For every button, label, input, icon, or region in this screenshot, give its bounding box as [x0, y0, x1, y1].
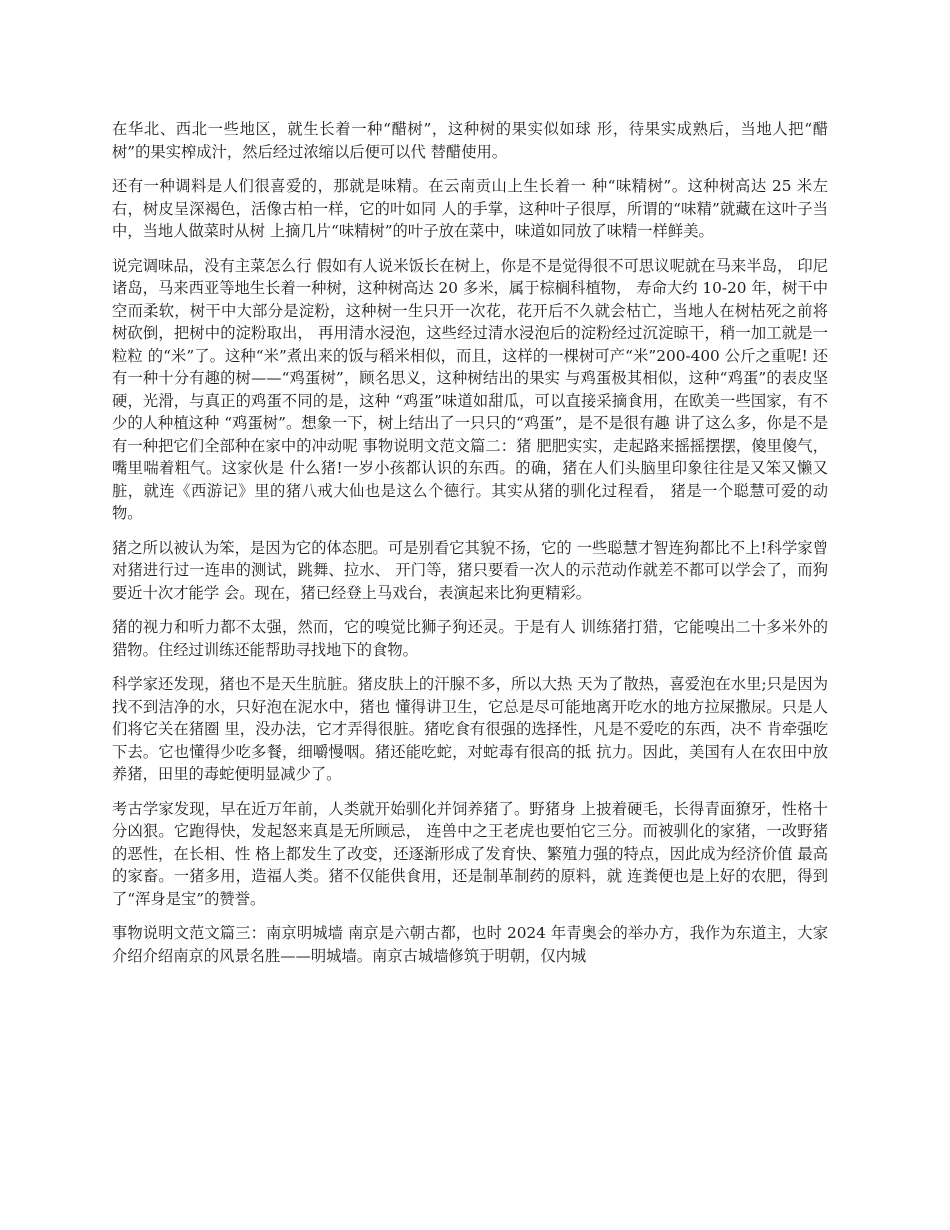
paragraph-vinegar-tree: 在华北、西北一些地区，就生长着一种“醋树”，这种树的果实似如球 形，待果实成熟后，当地人把“醋树”的果实榨成汁，然后经过浓缩以后便可以代 替醋使用。	[112, 120, 828, 161]
paragraph-pig-domestication: 考古学家发现，早在近万年前，人类就开始驯化并饲养猪了。野猪身 上披着硬毛，长得青面獠牙，性格十分凶狠。它跑得快，发起怒来真是无所顾忌， 连兽中之王老虎也要怕它三分。而被驯化的家猪，一改野猪的恶性，在长相、性 格上都发生了改变，还逐渐形成了发育快、繁殖力强的特点，因此成为经济价值 最高的家畜。一猪多用，造福人类。猪不仅能供食用，还是制革制药的原料，就 连粪便也是上好的农肥，得到了“浑身是宝”的赞誉。	[112, 799, 828, 908]
document-body	[112, 118, 828, 979]
paragraph-pig-senses: 猪的视力和听力都不太强，然而，它的嗅觉比狮子狗还灵。于是有人 训练猪打猎，它能嗅出二十多米外的猎物。住经过训练还能帮助寻找地下的食物。	[112, 618, 828, 659]
paragraph-nanjing-city-wall: 事物说明文范文篇三：南京明城墙 南京是六朝古都，也时 2024 年青奥会的举办方，我作为东道主，大家 介绍介绍南京的风景名胜——明城墙。南京古城墙修筑于明朝，仅内城	[112, 924, 828, 965]
paragraph-rice-and-egg-tree: 说完调味品，没有主菜怎么行 假如有人说米饭长在树上，你是不是觉得很不可思议呢就在马来半岛， 印尼诸岛，马来西亚等地生长着一种树，这种树高达 20 多米，属于棕榈科植物， 寿命大约 10-20 年，树干中空而柔软，树干中大部分是淀粉，这种树一生只开一次花，花开后不久就会枯亡，当地人在树枯死之前将树砍倒，把树中的淀粉取出， 再用清水浸泡，这些经过清水浸泡后的淀粉经过沉淀晾干，稍一加工就是一粒粒 的“米”了。这种“米”煮出来的饭与稻米相似，而且，这样的一棵树可产“米”200-400 公斤之重呢! 还有一种十分有趣的树——“鸡蛋树”，顾名思义，这种树结出的果实 与鸡蛋极其相似，这种“鸡蛋”的表皮坚硬，光滑，与真正的鸡蛋不同的是，这种 “鸡蛋”味道如甜瓜，可以直接采摘食用，在欧美一些国家，有不少的人种植这种 “鸡蛋树”。想象一下，树上结出了一只只的“鸡蛋”，是不是很有趣 讲了这么多，你是不是有一种把它们全部种在家中的冲动呢 事物说明文范文篇二：猪 肥肥实实，走起路来摇摇摆摆，傻里傻气，嘴里喘着粗气。这家伙是 什么猪!一岁小孩都认识的东西。的确，猪在人们头脑里印象往往是又笨又懒又脏，就连《西游记》里的猪八戒大仙也是这么个德行。其实从猪的驯化过程看， 猪是一个聪慧可爱的动物。	[112, 256, 828, 522]
paragraph-pig-intelligence: 猪之所以被认为笨，是因为它的体态肥。可是别看它其貌不扬，它的 一些聪慧才智连狗都比不上!科学家曾对猪进行过一连串的测试，跳舞、拉水、 开门等，猪只要看一次人的示范动作就差不都可以学会了，而狗要近十次才能学 会。现在，猪已经登上马戏台，表演起来比狗更精彩。	[112, 538, 828, 602]
paragraph-msg-tree: 还有一种调料是人们很喜爱的，那就是味精。在云南贡山上生长着一 种“味精树”。这种树高达 25 米左右，树皮呈深褐色，活像古柏一样，它的叶如同 人的手掌，这种叶子很厚，所谓的“味精”就藏在这叶子当中，当地人做菜时从树 上摘几片“味精树”的叶子放在菜中，味道如同放了味精一样鲜美。	[112, 177, 828, 240]
paragraph-pig-hygiene: 科学家还发现，猪也不是天生肮脏。猪皮肤上的汗腺不多，所以大热 天为了散热，喜爱泡在水里;只是因为找不到洁净的水，只好泡在泥水中，猪也 懂得讲卫生，它总是尽可能地离开吃水的地方拉屎撒尿。只是人们将它关在猪圈 里，没办法，它才弄得很脏。猪吃食有很强的选择性，凡是不爱吃的东西，决不 肯牵强吃下去。它也懂得少吃多餐，细嚼慢咽。猪还能吃蛇，对蛇毒有很高的抵 抗力。因此，美国有人在农田中放养猪，田里的毒蛇便明显减少了。	[112, 675, 828, 783]
